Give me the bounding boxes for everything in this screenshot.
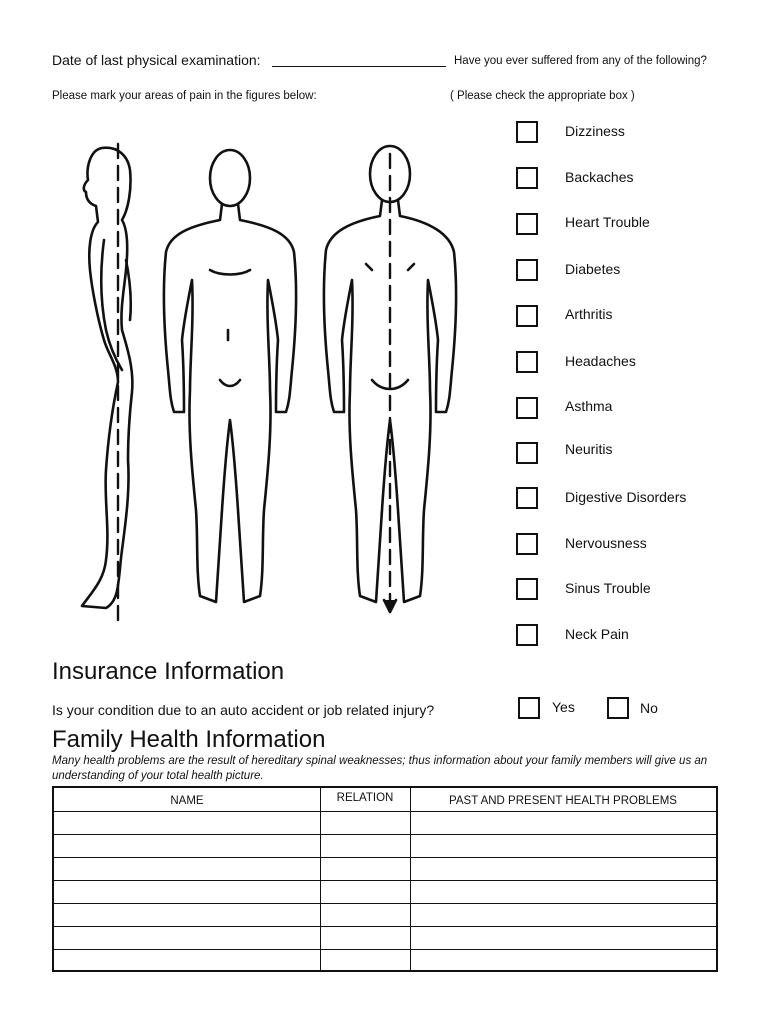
condition-checkbox[interactable] [516, 305, 538, 327]
family-heading: Family Health Information [52, 726, 326, 753]
yes-label: Yes [552, 699, 575, 715]
table-row[interactable] [54, 949, 716, 972]
exam-date-label: Date of last physical examination: [52, 52, 261, 68]
condition-checkbox[interactable] [516, 578, 538, 600]
condition-label: Dizziness [565, 123, 625, 139]
pain-instruction: Please mark your areas of pain in the figures below: [52, 90, 317, 102]
condition-checkbox[interactable] [516, 397, 538, 419]
condition-checkbox[interactable] [516, 167, 538, 189]
condition-checkbox[interactable] [516, 487, 538, 509]
check-instruction: ( Please check the appropriate box ) [450, 90, 635, 102]
column-header-relation: RELATION [336, 792, 394, 804]
family-note: Many health problems are the result of hereditary spinal weaknesses; thus information about your family members will give us an understanding of your total health picture. [52, 755, 708, 782]
condition-checkbox[interactable] [516, 121, 538, 143]
condition-checkbox[interactable] [516, 533, 538, 555]
condition-checkbox[interactable] [516, 351, 538, 373]
condition-label: Heart Trouble [565, 214, 650, 230]
table-row[interactable] [54, 834, 716, 857]
condition-label: Sinus Trouble [565, 580, 651, 596]
table-row[interactable] [54, 811, 716, 834]
table-row[interactable] [54, 926, 716, 949]
condition-label: Digestive Disorders [565, 489, 687, 505]
exam-date-field[interactable] [272, 66, 446, 67]
conditions-question: Have you ever suffered from any of the following? [454, 55, 707, 67]
column-header-problems: PAST AND PRESENT HEALTH PROBLEMS [449, 795, 677, 807]
condition-label: Neck Pain [565, 626, 629, 642]
condition-label: Arthritis [565, 306, 613, 322]
family-health-table [52, 786, 718, 972]
table-row[interactable] [54, 903, 716, 926]
yes-checkbox[interactable] [518, 697, 540, 719]
condition-label: Backaches [565, 169, 634, 185]
front-view-figure[interactable] [164, 150, 296, 602]
body-pain-chart[interactable] [60, 130, 480, 630]
column-header-name: NAME [170, 795, 204, 807]
condition-label: Nervousness [565, 535, 647, 551]
condition-label: Diabetes [565, 261, 621, 277]
condition-checkbox[interactable] [516, 442, 538, 464]
condition-label: Headaches [565, 353, 636, 369]
condition-checkbox[interactable] [516, 213, 538, 235]
table-row[interactable] [54, 857, 716, 880]
insurance-heading: Insurance Information [52, 658, 285, 685]
condition-checkbox[interactable] [516, 624, 538, 646]
no-label: No [640, 700, 658, 716]
condition-checkbox[interactable] [516, 259, 538, 281]
condition-label: Neuritis [565, 441, 613, 457]
side-view-figure[interactable] [82, 148, 132, 608]
no-checkbox[interactable] [607, 697, 629, 719]
table-row[interactable] [54, 880, 716, 903]
condition-label: Asthma [565, 398, 613, 414]
insurance-question: Is your condition due to an auto accident or job related injury? [52, 702, 435, 718]
